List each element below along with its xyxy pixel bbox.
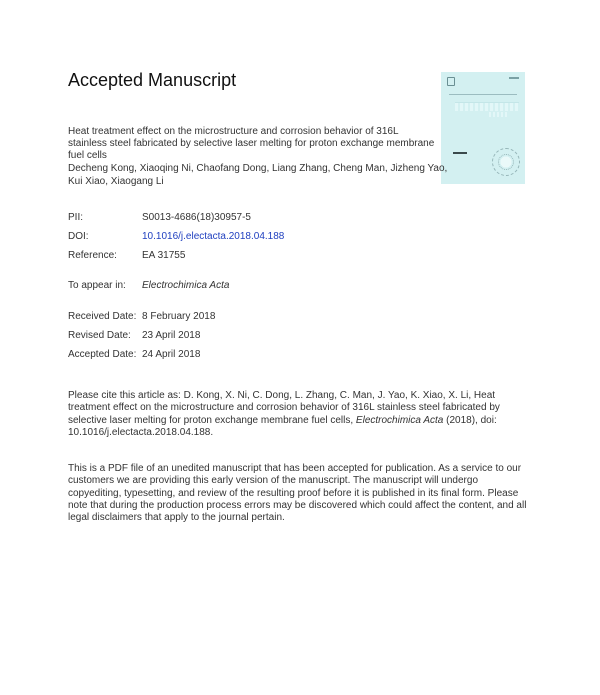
doi-label: DOI: bbox=[68, 231, 89, 242]
cover-volume-mark bbox=[509, 77, 519, 79]
citation-paragraph bbox=[68, 390, 508, 439]
citation-journal: Electrochimica Acta bbox=[355, 414, 444, 426]
citation-text: Please cite this article as: D. Kong, X. Ni, C. Dong, L. Zhang, C. Man, J. Yao, K. Xiao, X. Li, Heat treatment effect on the microstructure and corrosion behavior of 316L stainless steel fabricated by selective laser melting for proton exchange membrane fuel cells, bbox=[68, 390, 500, 426]
journal-cover-thumbnail bbox=[441, 72, 525, 184]
unedited-manuscript-notice: This is a PDF file of an unedited manuscript that has been accepted for publication. As a service to our customers we are providing this early version of the manuscript. The manuscript will undergo copyediting, typesetting, and review of the resulting proof before it is published in its final form. Please note that during the production process errors may be discovered which could affect the content, and all legal disclaimers that apply to the journal pertain. bbox=[68, 463, 527, 524]
cover-journal-title-graphic bbox=[455, 102, 519, 111]
accepted-date-value: 24 April 2018 bbox=[142, 349, 201, 360]
pii-label: PII: bbox=[68, 212, 84, 223]
accepted-date-label: Accepted Date: bbox=[68, 349, 137, 360]
cover-journal-title-graphic-2 bbox=[489, 112, 507, 117]
journal-name: Electrochimica Acta bbox=[142, 280, 230, 291]
cover-seal-inner-icon bbox=[498, 154, 514, 170]
article-title: Heat treatment effect on the microstructure and corrosion behavior of 316L stainless steel fabricated by selective laser melting for proton exchange membrane fuel cells bbox=[68, 126, 435, 161]
received-date-label: Received Date: bbox=[68, 311, 137, 322]
author-list: Decheng Kong, Xiaoqing Ni, Chaofang Dong, Liang Zhang, Cheng Man, Jizheng Yao, Kui Xiao, Xiaogang Li bbox=[68, 163, 448, 187]
pii-value: S0013-4686(18)30957-5 bbox=[142, 212, 251, 223]
reference-value: EA 31755 bbox=[142, 250, 186, 261]
page-heading: Accepted Manuscript bbox=[68, 70, 237, 90]
publisher-logo-icon bbox=[447, 77, 455, 86]
cover-rule bbox=[449, 94, 517, 95]
appear-in-label: To appear in: bbox=[68, 280, 126, 291]
reference-label: Reference: bbox=[68, 250, 117, 261]
cover-bar bbox=[453, 152, 467, 154]
received-date-value: 8 February 2018 bbox=[142, 311, 216, 322]
revised-date-value: 23 April 2018 bbox=[142, 330, 201, 341]
citation-doi: (2018), doi: 10.1016/j.electacta.2018.04.188. bbox=[68, 414, 497, 438]
revised-date-label: Revised Date: bbox=[68, 330, 131, 341]
doi-link[interactable]: 10.1016/j.electacta.2018.04.188 bbox=[142, 231, 285, 242]
